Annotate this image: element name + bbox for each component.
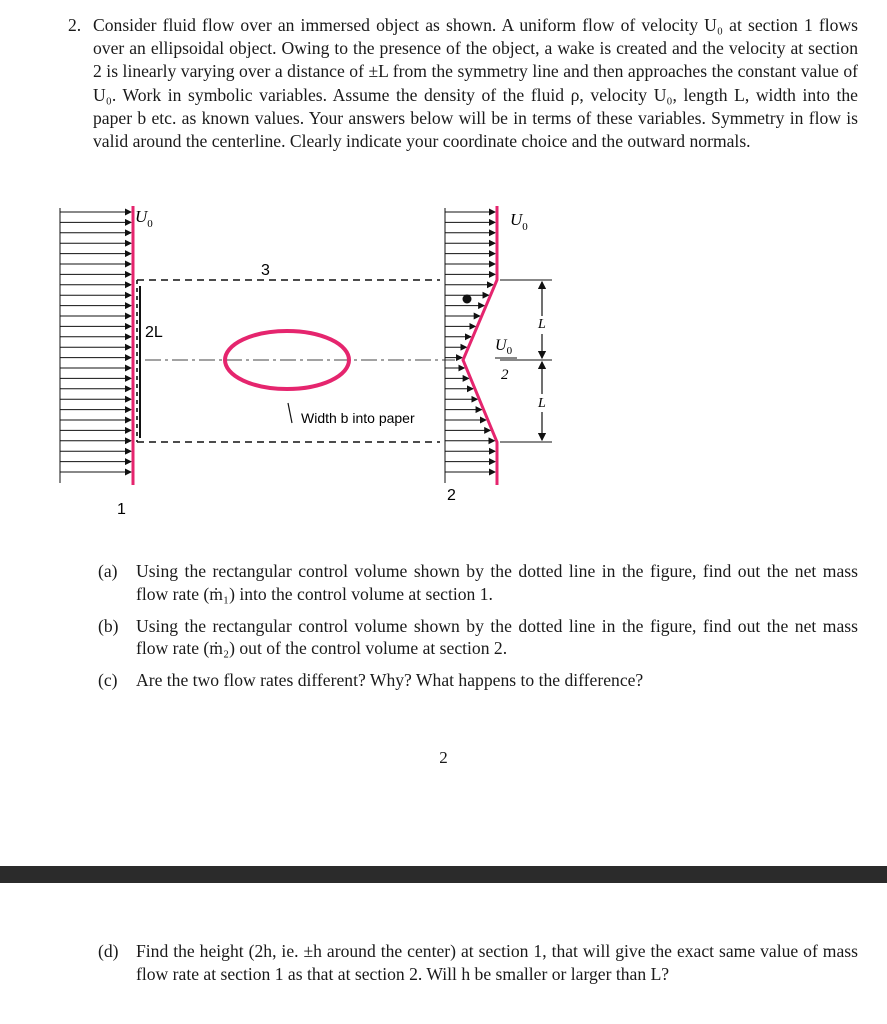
problem-number: 2. [68, 15, 82, 35]
question-b [98, 615, 858, 661]
inlet-velocity-label: $U_0$ [135, 207, 153, 230]
question-text: Are the two flow rates different? Why? What happens to the difference? [136, 670, 644, 691]
upper-L-label: L [538, 317, 546, 332]
width-label: Width b into paper [301, 410, 415, 426]
outlet-velocity-profile [445, 206, 497, 485]
outlet-profile-line [463, 206, 497, 485]
width-leader-line [288, 403, 292, 423]
question-text: Using the rectangular control volume shown by the dotted line in the figure, find out the net mass flow rate (ṁ₁) into the control volume at section 1. [136, 561, 858, 604]
question-label: (b) [98, 615, 119, 636]
svg-text:2: 2 [501, 367, 509, 383]
section-2-label: 2 [447, 487, 456, 504]
point-marker [463, 295, 472, 304]
question-d [98, 940, 858, 986]
question-list [98, 560, 858, 701]
question-label: (d) [98, 941, 119, 961]
question-a [98, 560, 858, 606]
problem-statement [68, 14, 858, 153]
section-1-label: 1 [117, 501, 126, 518]
height-label: 2L [145, 324, 163, 341]
page-number: 2 [439, 748, 448, 767]
lower-L-label: L [538, 396, 546, 411]
top-surface-label: 3 [261, 262, 270, 279]
question-text: Find the height (2h, ie. ±h around the center) at section 1, that will give the exact same value of mass flow rate at section 1 as that at section 2. Will h be smaller or larger than L? [136, 941, 858, 984]
question-text: Using the rectangular control volume shown by the dotted line in the figure, find out the net mass flow rate (ṁ₂) out of the control volume at section 2. [136, 615, 858, 659]
outlet-velocity-label: $U_0$ [510, 210, 528, 233]
inlet-velocity-profile [60, 206, 133, 485]
question-c [98, 669, 858, 692]
page-divider [0, 866, 887, 883]
question-label: (a) [98, 561, 118, 581]
flow-diagram [55, 198, 575, 528]
svg-text:U0: $U_0$ [495, 337, 513, 357]
wake-dimension [500, 280, 552, 442]
problem-text: Consider fluid flow over an immersed object as shown. A uniform flow of velocity U₀ at section 1 flows over an ellipsoidal object. Owing to the presence of the object, a wake is created and the velocity at section 2 is linearly varying over a distance of ±L from the symmetry line and then approaches the constant value of U₀. Work in symbolic variables. Assume the density of the fluid ρ, velocity U₀, length L, width into the paper b etc. as known values. Your answers below will be in terms of these variables. Symmetry in flow is valid around the centerline. Clearly indicate your coordinate choice and the outward normals. [93, 15, 858, 152]
page-two [0, 883, 887, 1024]
question-label: (c) [98, 670, 118, 691]
